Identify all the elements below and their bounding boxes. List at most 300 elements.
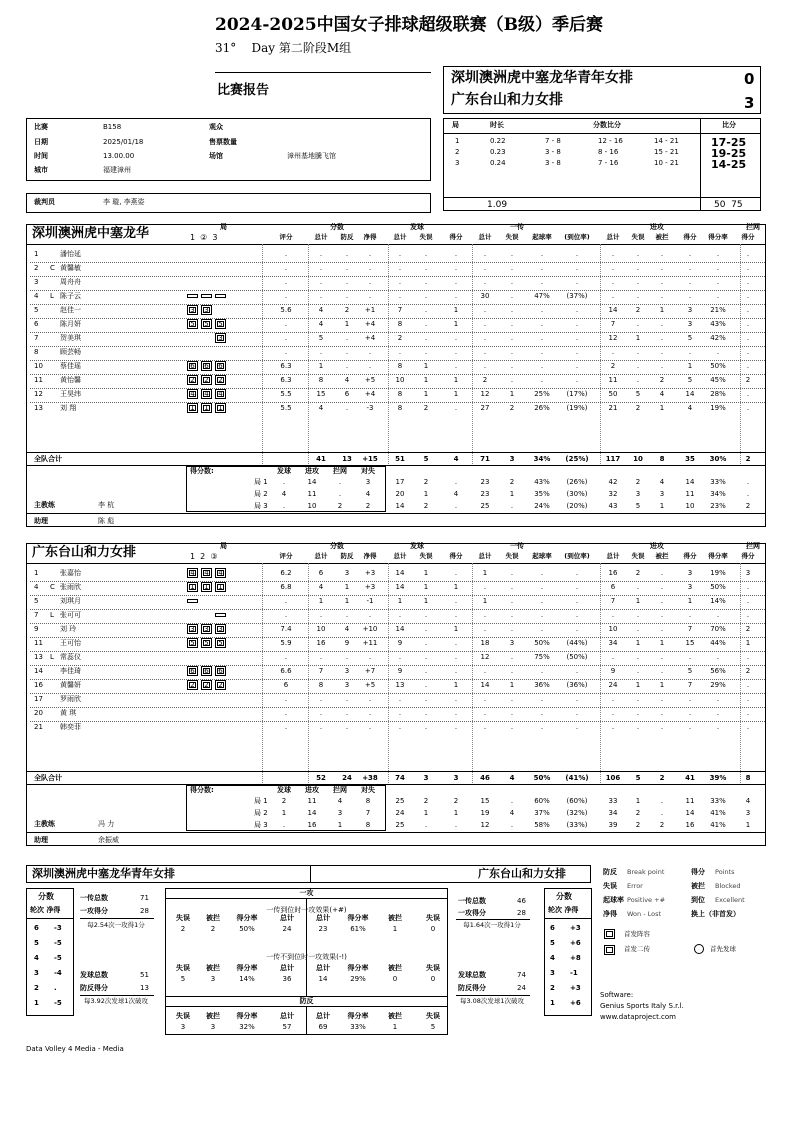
stat-cell: 28%: [710, 390, 726, 398]
team-name: 广东台山和力女排: [32, 545, 137, 560]
stat-cell: .: [398, 278, 402, 286]
rotation-net: .: [54, 984, 57, 992]
team-b-sets: 3: [744, 94, 755, 112]
stat-cell: .: [716, 278, 720, 286]
legend-desc: Points: [715, 868, 735, 876]
set-stat-cell: (33%): [566, 821, 588, 829]
stat-cell: .: [368, 250, 372, 258]
hdr-pts: 得分: [449, 552, 463, 560]
stat-cell: .: [510, 667, 514, 675]
set-stat-cell: (32%): [566, 809, 588, 817]
stat-cell: 9: [610, 667, 616, 675]
set-stat-cell: 23%: [710, 502, 726, 510]
stat-cell: 1: [453, 390, 459, 398]
rotation-box: 2: [187, 680, 198, 690]
hdr-tot: 总计: [606, 552, 620, 560]
stat-cell: .: [510, 695, 514, 703]
stat-cell: 10: [608, 625, 618, 633]
player-number: 14: [34, 667, 43, 675]
center-header: 得分率: [347, 1012, 369, 1020]
stat-cell: 2: [610, 362, 616, 370]
stat-cell: .: [636, 348, 640, 356]
set-stat-cell: 20: [395, 490, 405, 498]
stat-cell: 50%: [534, 639, 550, 647]
set-points-cell: 14: [307, 809, 317, 817]
rotation-box: 3: [187, 305, 198, 315]
set-stat-cell: 58%: [534, 821, 550, 829]
stat-cell: .: [716, 723, 720, 731]
row-line: [30, 581, 765, 582]
hdr-bp: 防反: [340, 233, 354, 241]
stat-cell: .: [746, 611, 750, 619]
stat-cell: .: [575, 250, 579, 258]
stat-cell: 4: [318, 306, 324, 314]
set-stat-cell: 3: [635, 490, 641, 498]
hdr-tot: 总计: [606, 233, 620, 241]
stat-cell: .: [611, 709, 615, 717]
player-number: 13: [34, 404, 43, 412]
stat-cell: .: [636, 583, 640, 591]
stat-cell: .: [398, 653, 402, 661]
set-stat-cell: 24: [395, 809, 405, 817]
player-name: 张雨欣: [60, 583, 81, 591]
stat-cell: +3: [364, 569, 376, 577]
stat-cell: 1: [635, 597, 641, 605]
legend-starter: 首发阵容: [624, 930, 650, 938]
player-number: 3: [34, 278, 39, 286]
set-stat-cell: 1: [635, 797, 641, 805]
center-cell: 0: [392, 975, 398, 983]
set-row-label: 局 2: [254, 809, 268, 817]
total-cell: 3: [453, 774, 459, 782]
stat-cell: .: [540, 264, 544, 272]
stat-cell: .: [368, 292, 372, 300]
stat-cell: 12: [608, 334, 618, 342]
stat-cell: .: [454, 362, 458, 370]
stat-cell: 21%: [710, 306, 726, 314]
center-cell: 0: [430, 975, 436, 983]
row-line: [30, 693, 765, 694]
stat-cell: 1: [635, 639, 641, 647]
player-name: 贺美琪: [60, 334, 81, 342]
stat-cell: +3: [364, 583, 376, 591]
stat-cell: .: [746, 320, 750, 328]
stat-cell: 16: [316, 639, 326, 647]
stat-cell: .: [345, 611, 349, 619]
set-stat-cell: 2: [635, 809, 641, 817]
set-stat-cell: 24%: [534, 502, 550, 510]
set-stat-cell: 1: [423, 490, 429, 498]
row-line: [30, 276, 765, 277]
col-divider: [262, 244, 263, 466]
row-line: [30, 290, 765, 291]
set-duration: 0.23: [490, 148, 506, 156]
stat-cell: 15: [316, 390, 326, 398]
stat-cell: .: [284, 250, 288, 258]
stat-cell: 1: [659, 306, 665, 314]
set-points-cell: 3: [365, 478, 371, 486]
total-cell: 8: [659, 455, 665, 463]
set-stat-cell: 1: [453, 809, 459, 817]
stat-cell: .: [540, 250, 544, 258]
total-cell: (41%): [565, 774, 589, 782]
rotation-box: 4: [215, 568, 226, 578]
stat-cell: .: [660, 320, 664, 328]
stat-cell: 9: [397, 639, 403, 647]
stat-cell: .: [424, 625, 428, 633]
sets-total-duration: 1.09: [487, 200, 508, 210]
stat-cell: .: [716, 611, 720, 619]
stat-cell: .: [575, 569, 579, 577]
stat-cell: 8: [397, 390, 403, 398]
set-stat-cell: 2: [423, 797, 429, 805]
hdr-pct: 得分率: [708, 233, 728, 241]
stat-cell: .: [611, 695, 615, 703]
legend-desc: Excellent: [715, 896, 745, 904]
set-partial-3: 15 - 21: [654, 148, 679, 156]
player-name: 蔡佳瑶: [60, 362, 81, 370]
set-marks: 1 2 ③: [190, 552, 218, 561]
set-stat-cell: 11: [685, 490, 695, 498]
stat-cell: .: [319, 292, 323, 300]
set-points-cell: 1: [281, 809, 287, 817]
stat-cell: .: [510, 709, 514, 717]
legend-term: 防反: [603, 868, 617, 876]
stat-cell: .: [319, 611, 323, 619]
stat-cell: .: [483, 348, 487, 356]
set-stat-cell: .: [510, 821, 514, 829]
stat-cell: .: [368, 264, 372, 272]
center-cell: 14: [318, 975, 328, 983]
set-points-cell: 4: [365, 490, 371, 498]
stat-cell: .: [540, 667, 544, 675]
stat-cell: .: [746, 653, 750, 661]
hdr-blk: 被拦: [655, 552, 669, 560]
player-name: 刘 玲: [60, 625, 77, 633]
rotation-box: 5: [187, 319, 198, 329]
stat-cell: 5: [687, 667, 693, 675]
stat-cell: .: [510, 597, 514, 605]
coach-label: 主教练: [34, 820, 55, 828]
stat-cell: .: [424, 723, 428, 731]
player-name: 罗雨欣: [60, 695, 81, 703]
stat-cell: .: [636, 667, 640, 675]
rotation-box: 2: [201, 375, 212, 385]
stat-cell: .: [636, 625, 640, 633]
stat-cell: .: [716, 653, 720, 661]
venue-value: 漳州基地騰飞馆: [287, 152, 336, 160]
player-number: 1: [34, 569, 39, 577]
points-header: 拦网: [333, 467, 347, 475]
set-stat-cell: .: [454, 821, 458, 829]
right-rotation-title: 分数: [556, 892, 572, 901]
stat-cell: .: [284, 653, 288, 661]
set-col-title: 局: [220, 223, 227, 231]
total-cell: 35: [685, 455, 695, 463]
stat-cell: .: [319, 653, 323, 661]
stat-cell: 6.6: [280, 667, 292, 675]
stat-cell: .: [688, 611, 692, 619]
stat-cell: .: [368, 723, 372, 731]
set-stat-cell: (30%): [566, 490, 588, 498]
set-stat-cell: .: [660, 809, 664, 817]
total-cell: 52: [316, 774, 326, 782]
stat-cell: .: [660, 653, 664, 661]
team-header-line: [26, 563, 766, 564]
stat-cell: .: [424, 264, 428, 272]
set-stat-cell: 42: [608, 478, 618, 486]
rotation-net: +6: [570, 939, 581, 947]
rotation-box: 4: [187, 568, 198, 578]
points-header: 拦网: [333, 786, 347, 794]
stat-cell: 6.3: [280, 376, 292, 384]
player-number: 21: [34, 723, 43, 731]
stat-cell: .: [483, 695, 487, 703]
stat-cell: 4: [318, 404, 324, 412]
stat-cell: .: [424, 653, 428, 661]
stat-cell: 3: [344, 681, 350, 689]
stat-cell: .: [398, 611, 402, 619]
player-number: 8: [34, 348, 39, 356]
stat-cell: 1: [423, 597, 429, 605]
stat-cell: -1: [366, 597, 374, 605]
stat-cell: .: [398, 250, 402, 258]
stat-cell: 6: [344, 390, 350, 398]
row-line: [30, 388, 765, 389]
stat-cell: .: [660, 667, 664, 675]
row-line: [30, 651, 765, 652]
row-line: [30, 609, 765, 610]
player-number: 11: [34, 376, 43, 384]
set-stat-cell: 43%: [534, 478, 550, 486]
rotation-box: 4: [187, 389, 198, 399]
stat-cell: 14: [395, 569, 405, 577]
set-points-cell: 2: [337, 502, 343, 510]
total-cell: 34%: [533, 455, 551, 463]
stat-cell: .: [540, 334, 544, 342]
stat-cell: 3: [687, 306, 693, 314]
stat-cell: .: [540, 278, 544, 286]
stat-cell: 14%: [710, 597, 726, 605]
center-header: 总计: [280, 1012, 294, 1020]
stat-cell: .: [611, 264, 615, 272]
stat-cell: .: [454, 639, 458, 647]
set-stat-cell: 14: [395, 502, 405, 510]
total-cell: 51: [395, 455, 405, 463]
team-header-line: [26, 244, 766, 245]
rotation-box: 4: [201, 568, 212, 578]
stat-cell: .: [660, 250, 664, 258]
legend-term: 失误: [603, 882, 617, 890]
hdr-tot: 总计: [314, 233, 328, 241]
hdr-blkpts: 得分: [741, 552, 755, 560]
match-value: B158: [103, 123, 122, 131]
hdr-err: 失误: [419, 552, 433, 560]
stat-cell: 14: [395, 583, 405, 591]
set-stat-cell: 16: [685, 821, 695, 829]
stat-cell: 1: [453, 306, 459, 314]
center-header: 总计: [280, 964, 294, 972]
hdr-tot: 总计: [314, 552, 328, 560]
set-points-cell: 14: [307, 478, 317, 486]
stat-cell: 70%: [710, 625, 726, 633]
set-stat-cell: 25: [395, 821, 405, 829]
stat-cell: 26%: [534, 404, 550, 412]
sub-marker: [187, 294, 198, 298]
stat-cell: .: [688, 709, 692, 717]
stat-cell: .: [510, 348, 514, 356]
rotation-box: 3: [215, 624, 226, 634]
player-number: 6: [34, 320, 39, 328]
legend-term: 换上（非首发）: [691, 910, 740, 918]
stat-cell: .: [398, 292, 402, 300]
stat-cell: .: [424, 709, 428, 717]
stat-cell: .: [319, 709, 323, 717]
stat-cell: .: [454, 348, 458, 356]
stat-cell: 1: [509, 681, 515, 689]
stat-cell: .: [319, 264, 323, 272]
player-name: 赵佳一: [60, 306, 81, 314]
hdr-pct: 得分率: [708, 552, 728, 560]
rotation-box: 5: [187, 638, 198, 648]
stat-cell: .: [746, 278, 750, 286]
hdr-blkpts: 得分: [741, 233, 755, 241]
row-line: [30, 346, 765, 347]
stat-cell: 4: [318, 320, 324, 328]
player-number: 13: [34, 653, 43, 661]
player-role: L: [50, 292, 54, 300]
hdr-err: 失误: [631, 233, 645, 241]
player-number: 4: [34, 583, 39, 591]
points-label: 得分数:: [190, 786, 214, 794]
hdr-exc: (到位率): [564, 552, 590, 560]
set-row-label: 局 1: [254, 478, 268, 486]
rotation-box: 6: [187, 666, 198, 676]
rotation-number: 6: [34, 924, 39, 932]
set-stat-cell: .: [454, 478, 458, 486]
sets-total-score: 50 75: [714, 200, 743, 210]
stat-cell: 14: [395, 625, 405, 633]
stat-cell: .: [611, 278, 615, 286]
referees-label: 裁判员: [34, 198, 55, 206]
rotation-net: -4: [54, 969, 62, 977]
set-points-cell: 2: [365, 502, 371, 510]
hdr-tot: 总计: [393, 552, 407, 560]
set-stat-cell: 3: [659, 490, 665, 498]
assistant-label: 助理: [34, 836, 48, 844]
player-number: 5: [34, 306, 39, 314]
points-header: 发球: [277, 786, 291, 794]
row-line: [30, 637, 765, 638]
points-header: 发球: [277, 467, 291, 475]
stat-cell: .: [483, 320, 487, 328]
set-points-cell: 8: [365, 821, 371, 829]
hdr-reception: 一传: [510, 223, 524, 231]
stat-cell: .: [540, 376, 544, 384]
set-stat-cell: .: [454, 502, 458, 510]
player-number: 5: [34, 597, 39, 605]
stat-cell: 42%: [710, 334, 726, 342]
coach-label: 主教练: [34, 501, 55, 509]
total-cell: 13: [342, 455, 352, 463]
rotation-net: -5: [54, 954, 62, 962]
stat-cell: 1: [423, 583, 429, 591]
set-partial-2: 12 - 16: [598, 137, 623, 145]
right-rotation-sub: 轮次 净得: [548, 906, 579, 914]
stat-cell: .: [398, 709, 402, 717]
stat-cell: 1: [635, 334, 641, 342]
stat-cell: 2: [635, 569, 641, 577]
total-label: 全队合计: [34, 455, 62, 463]
rotation-box: 5: [215, 319, 226, 329]
set-stat-cell: 4: [509, 809, 515, 817]
stat-cell: .: [368, 653, 372, 661]
rotation-box: 2: [215, 375, 226, 385]
rotation-number: 5: [34, 939, 39, 947]
stat-cell: .: [540, 723, 544, 731]
stat-cell: .: [483, 667, 487, 675]
legend-desc: Error: [627, 882, 643, 890]
set-marks: 1 ② 3: [190, 233, 218, 242]
sub-marker: [215, 613, 226, 617]
row-line: [30, 332, 765, 333]
stat-cell: .: [688, 264, 692, 272]
hdr-blk: 被拦: [655, 233, 669, 241]
stat-cell: .: [575, 723, 579, 731]
rotation-number: 1: [550, 999, 555, 1007]
set-number: 2: [455, 148, 460, 156]
player-name: 周舟舟: [60, 278, 81, 286]
stat-cell: 27: [480, 404, 490, 412]
stat-cell: 4: [344, 376, 350, 384]
stat-cell: .: [540, 695, 544, 703]
right-serve-total: 74: [517, 971, 526, 979]
rotation-box: 3: [187, 624, 198, 634]
stat-cell: .: [660, 278, 664, 286]
rotation-number: 3: [34, 969, 39, 977]
stat-cell: .: [510, 278, 514, 286]
hdr-pos: 起球率: [532, 233, 552, 241]
stat-cell: .: [483, 583, 487, 591]
stat-cell: .: [746, 334, 750, 342]
stat-cell: 2: [423, 404, 429, 412]
set-points-cell: 4: [337, 797, 343, 805]
stat-cell: 1: [659, 681, 665, 689]
stat-cell: 7: [318, 667, 324, 675]
set-points-cell: 1: [337, 821, 343, 829]
stat-cell: .: [746, 264, 750, 272]
hdr-wl: 净得: [363, 233, 377, 241]
stat-cell: .: [284, 611, 288, 619]
stat-cell: (37%): [566, 292, 588, 300]
summary-team-a: 深圳澳洲虎中塞龙华青年女排: [32, 867, 175, 880]
sets-header-set: 局: [452, 121, 459, 129]
team-b-name: 广东台山和力女排: [451, 92, 563, 108]
stat-cell: 7: [610, 320, 616, 328]
stat-cell: 1: [659, 639, 665, 647]
player-name: 顾芸畅: [60, 348, 81, 356]
center-header: 失误: [426, 964, 440, 972]
stat-cell: .: [746, 695, 750, 703]
stat-cell: 19%: [710, 404, 726, 412]
center-cell: 32%: [239, 1023, 255, 1031]
set-stat-cell: 5: [635, 502, 641, 510]
rotation-box: 2: [201, 680, 212, 690]
rotation-box: 6: [215, 361, 226, 371]
stat-cell: 19%: [710, 569, 726, 577]
set-stat-cell: 23: [480, 490, 490, 498]
stat-cell: 1: [344, 583, 350, 591]
